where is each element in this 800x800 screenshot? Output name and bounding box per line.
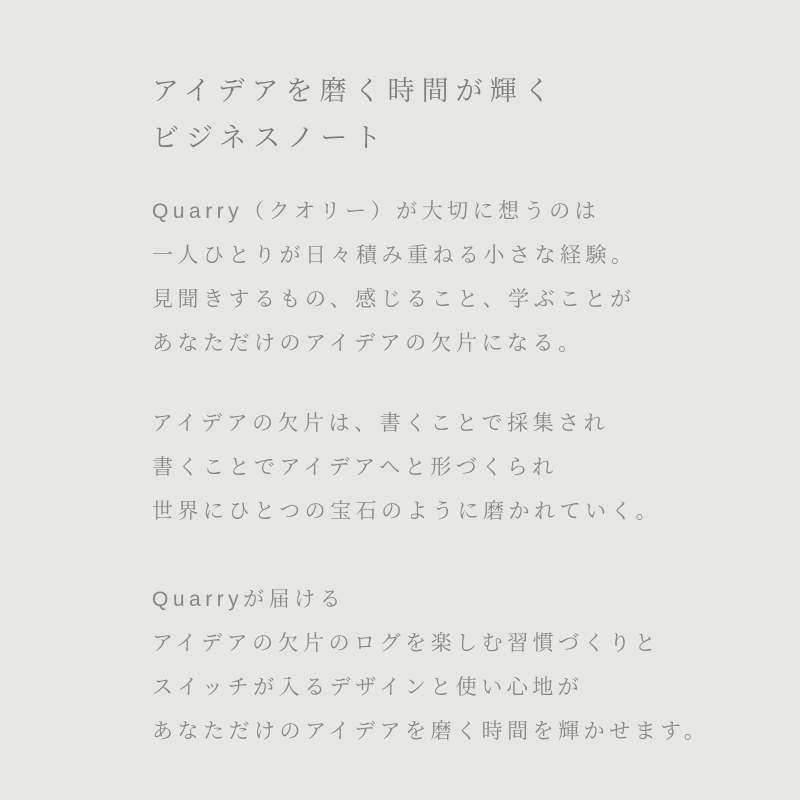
text-line: アイデアの欠片のログを楽しむ習慣づくりと	[152, 632, 661, 655]
text-line: Quarry（クオリー）が大切に想うのは	[152, 200, 601, 223]
text-line: スイッチが入るデザインと使い心地が	[152, 676, 584, 699]
text-line: 書くことでアイデアへと形づくられ	[152, 456, 558, 479]
paragraph-brand-promise	[152, 578, 740, 754]
text-line: あなただけのアイデアの欠片になる。	[152, 332, 584, 355]
text-line: Quarryが届ける	[152, 588, 346, 611]
text-line: アイデアの欠片は、書くことで採集され	[152, 412, 610, 435]
text-line: 世界にひとつの宝石のように磨かれていく。	[152, 500, 662, 523]
text-line: 見聞きするもの、感じること、学ぶことが	[152, 288, 636, 311]
text-line: 一人ひとりが日々積み重ねる小さな経験。	[152, 244, 637, 267]
paragraph-brand-values	[152, 190, 740, 366]
text-line: あなただけのアイデアを磨く時間を輝かせます。	[152, 720, 710, 743]
page-title-line: アイデアを磨く時間が輝く	[152, 76, 558, 106]
page-title	[152, 68, 740, 162]
paragraph-idea-polishing	[152, 402, 740, 534]
page-title-line: ビジネスノート	[152, 123, 389, 153]
